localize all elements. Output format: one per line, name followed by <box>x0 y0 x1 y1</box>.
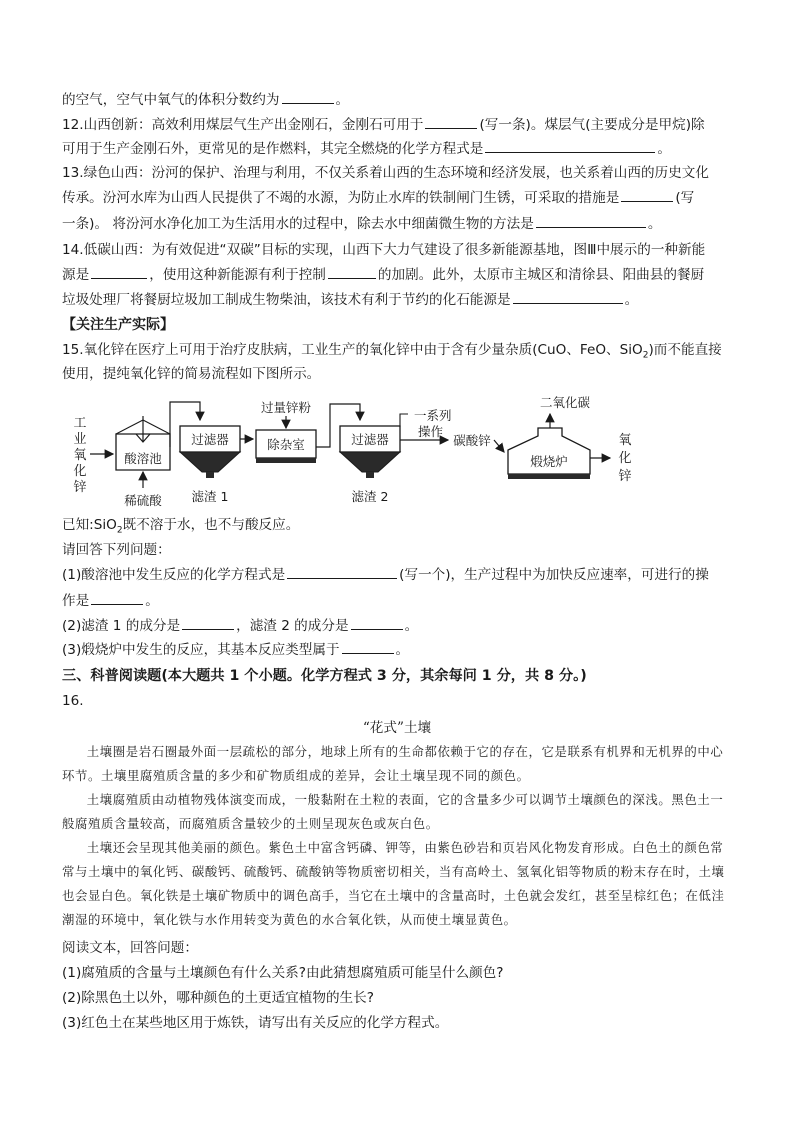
answer-blank[interactable] <box>287 563 397 579</box>
q12-line1: 12.山西创新：高效利用煤层气生产出金刚石，金刚石可用于 (写一条)。煤层气(主要成分是甲烷)除 <box>62 113 742 137</box>
residue2-label: 滤渣 2 <box>351 489 389 504</box>
known-condition: 已知:SiO$_2$既不溶于水，也不与酸反应。 <box>62 517 300 536</box>
product1-label: 碳酸锌 <box>453 433 491 448</box>
q14-line1: 14.低碳山西：为有效促进“双碳”目标的实现，山西下大力气建设了很多新能源基地，图Ⅲ中展示的一种新能 <box>62 242 706 258</box>
furnace-label: 煅烧炉 <box>530 454 568 469</box>
filter-1 <box>180 426 240 478</box>
filter1-label: 过滤器 <box>191 432 229 447</box>
question-3: (3)红色土在某些地区用于炼铁，请写出有关反应的化学方程式。 <box>62 1015 449 1031</box>
answer-blank[interactable] <box>536 212 646 228</box>
sub-q1-line2: 作是 。 <box>62 589 742 613</box>
ops-label-1: 一系列 <box>414 408 452 423</box>
filter2-label: 过滤器 <box>351 432 389 447</box>
q14-line3: 垃圾处理厂将餐厨垃圾加工制成生物柴油，该技术有利于节约的化石能源是 。 <box>62 288 742 312</box>
section-heading: 【关注生产实际】 <box>62 317 174 333</box>
q13-line2: 传承。汾河水库为山西人民提供了不竭的水源，为防止水库的铁制闸门生锈，可采取的措施是 (写 <box>62 186 742 210</box>
questions-intro: 阅读文本，回答问题： <box>62 940 198 956</box>
article-title: “花式”土壤 <box>362 720 432 736</box>
svg-text:工: 工 <box>73 416 87 431</box>
answer-blank[interactable] <box>485 137 655 153</box>
q12-line2: 可用于生产金刚石外，更常见的是作燃料，其完全燃烧的化学方程式是 。 <box>62 137 742 161</box>
furnace <box>508 428 590 479</box>
sub-q2: (2)滤渣 1 的成分是 ，滤渣 2 的成分是 。 <box>62 614 742 638</box>
residue1-label: 滤渣 1 <box>191 489 229 504</box>
q11-tail: 的空气，空气中氧气的体积分数约为 。 <box>62 88 742 112</box>
ops-label-2: 操作 <box>418 424 444 439</box>
svg-text:化: 化 <box>73 464 87 479</box>
q13-line1: 13.绿色山西：汾河的保护、治理与利用，不仅关系着山西的生态环境和经济发展，也关系着山西的历史文化 <box>62 165 709 181</box>
reagent-label: 过量锌粉 <box>260 400 312 415</box>
q16-number: 16. <box>62 693 84 709</box>
answer-blank[interactable] <box>282 88 334 104</box>
q15-line2: 使用，提纯氧化锌的简易流程如下图所示。 <box>62 366 321 382</box>
answer-blank[interactable] <box>425 113 477 129</box>
article-paragraph-2: 土壤腐殖质由动植物残体演变而成，一般黏附在土粒的表面，它的含量多少可以调节土壤颜色的深浅。黑色土一般腐殖质含量较高，而腐殖质含量较少的土则呈现灰色或灰白色。 <box>62 792 724 831</box>
answer-blank[interactable] <box>513 288 623 304</box>
answer-blank[interactable] <box>351 614 403 630</box>
process-flow-diagram <box>60 392 660 512</box>
answer-blank[interactable] <box>91 589 143 605</box>
sub-q3: (3)煅烧炉中发生的反应，其基本反应类型属于 。 <box>62 638 742 662</box>
svg-text:氧: 氧 <box>618 433 632 448</box>
input-label <box>73 416 86 495</box>
answer-blank[interactable] <box>328 263 376 279</box>
svg-text:氧: 氧 <box>73 448 87 463</box>
question-2: (2)除黑色土以外，哪种颜色的土更适宜植物的生长? <box>62 990 374 1006</box>
room-label: 除杂室 <box>267 437 305 452</box>
answer-blank[interactable] <box>342 638 394 654</box>
answer-blank[interactable] <box>91 263 147 279</box>
svg-text:化: 化 <box>618 451 632 466</box>
answer-blank[interactable] <box>621 186 673 202</box>
svg-text:业: 业 <box>73 432 87 447</box>
question-1: (1)腐殖质的含量与土壤颜色有什么关系?由此猜想腐殖质可能呈什么颜色? <box>62 965 504 981</box>
q15-line1: 15.氧化锌在医疗上可用于治疗皮肤病，工业生产的氧化锌中由于含有少量杂质(CuO、FeO、SiO$_2$)而不能直接 <box>62 342 722 361</box>
tank1-label: 酸溶池 <box>124 451 162 466</box>
output-label <box>618 433 631 484</box>
acid-label: 稀硫酸 <box>124 493 162 508</box>
article-paragraph-3: 土壤还会呈现其他美丽的颜色。紫色土中富含钙磷、钾等，由紫色砂岩和页岩风化物发育形成。白色土的颜色常常与土壤中的氧化钙、碳酸钙、硫酸钙、硫酸钠等物质密切相关，当有高岭土、氢氧化铝等物质的粉末存在时，土壤也会显白色。氧化铁是土壤矿物质中的调色高手，当它在土壤中的含量高时，土色就会发红，甚至呈棕红色；在低洼潮湿的环境中，氧化铁与水作用转变为黄色的水合氧化铁，从而使土壤显黄色。 <box>62 840 725 927</box>
sub-q1-line1: (1)酸溶池中发生反应的化学方程式是 (写一个)，生产过程中为加快反应速率，可进行的操 <box>62 563 742 587</box>
acid-tank <box>116 416 170 470</box>
filter-2 <box>340 426 400 478</box>
ask-line: 请回答下列问题： <box>62 542 171 558</box>
article-paragraph-1: 土壤圈是岩石圈最外面一层疏松的部分，地球上所有的生命都依赖于它的存在，它是联系有机界和无机界的中心环节。土壤里腐殖质含量的多少和矿物质组成的差异，会让土壤呈现不同的颜色。 <box>62 744 724 783</box>
purification-room <box>256 430 316 463</box>
part3-heading: 三、科普阅读题(本大题共 1 个小题。化学方程式 3 分，其余每问 1 分，共 8 分。) <box>62 668 587 684</box>
svg-text:锌: 锌 <box>73 480 87 495</box>
q14-line2: 源是 ，使用这种新能源有利于控制 的加剧。此外，太原市主城区和清徐县、阳曲县的餐厨 <box>62 263 742 287</box>
gas-label: 二氧化碳 <box>539 395 591 410</box>
svg-text:锌: 锌 <box>618 469 632 484</box>
q13-line3: 一条)。 将汾河水净化加工为生活用水的过程中，除去水中细菌微生物的方法是 。 <box>62 212 742 236</box>
answer-blank[interactable] <box>182 614 234 630</box>
